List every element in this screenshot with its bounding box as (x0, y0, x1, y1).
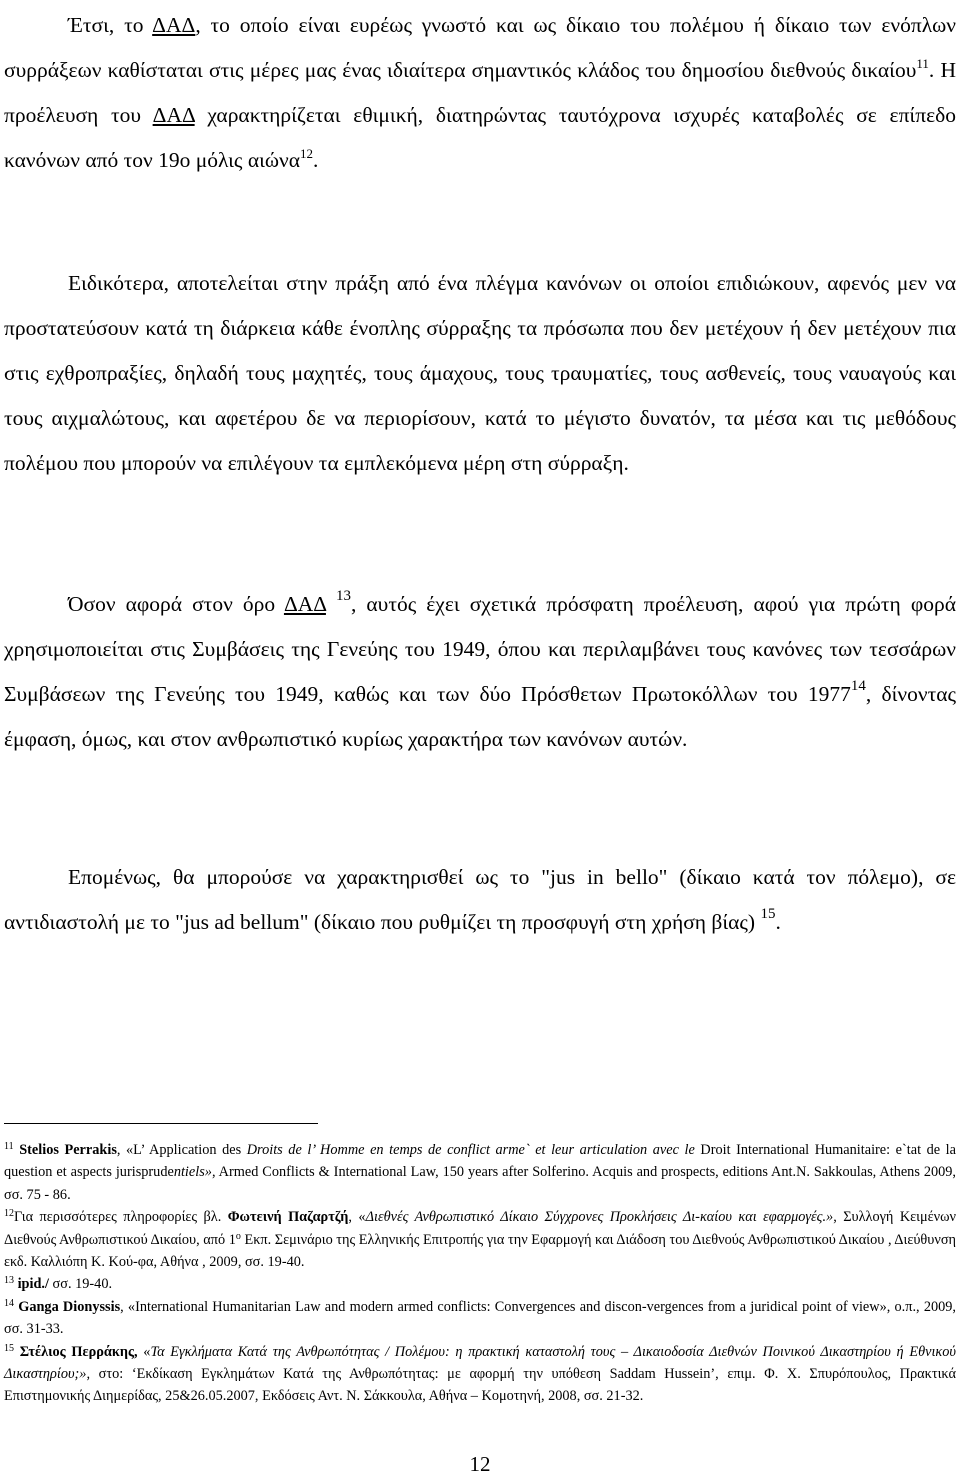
footnote-15 (4, 1341, 956, 1408)
acronym-dad: ΔΑΔ (152, 13, 196, 37)
text: Όσον αφορά στον όρο (68, 592, 284, 616)
footnote-number: 14 (4, 1297, 14, 1309)
paragraph-1 (4, 3, 956, 183)
footnote-ref-14[interactable]: 14 (850, 678, 866, 694)
ordinal-suffix: ο (235, 1230, 241, 1242)
footnote-ref-12[interactable]: 12 (300, 146, 314, 161)
footnote-author: Φωτεινή Παζαρτζή (227, 1209, 349, 1226)
text: Εκπ. Σεμινάριο της Ελληνικής Επιτροπής για την Εφαρμογή και Διάδοση του Διεθνούς Ανθρωπιστικού Δικαίου , Διεύθυνση εκδ. Καλλιόπη Κ. Κού-φα, Αθήνα , 2009, σσ. 19-40. (4, 1231, 957, 1271)
acronym-dad: ΔΑΔ (283, 592, 326, 616)
footnote-separator (4, 1123, 318, 1124)
footnote-number: 15 (4, 1342, 14, 1354)
footnote-14 (4, 1296, 956, 1341)
title-italic: ntiels» (173, 1164, 212, 1181)
footnote-13 (4, 1273, 956, 1295)
paragraph-2 (4, 261, 956, 486)
paragraph-text: Ειδικότερα, αποτελείται στην πράξη από ένα πλέγμα κανόνων οι οποίοι επιδιώκουν, αφενός μεν να προστατεύσουν κατά τη διάρκεια κάθε ένοπλης σύρραξης τα πρόσωπα που δεν μετέχουν ή δεν μετέχουν πια στις εχθροπραξίες, δηλαδή τους μαχητές, τους άμαχους, τους τραυματίες, τους ασθενείς, τους ναυαγούς και τους αιχμαλώτους, και αφετέρου δε να περιορίσουν, κατά το μέγιστο δυνατόν, τα μέσα και τις μεθόδους πολέμου που μπορούν να επιλέγουν τα εμπλεκόμενα μέρη στη σύρραξη. (4, 271, 956, 475)
footnote-number: 11 (4, 1141, 14, 1152)
ibid-reference: ipid./ (17, 1276, 49, 1293)
text: . Η προέλευση του (4, 58, 956, 127)
footnote-number: 13 (4, 1275, 14, 1287)
footnote-ref-13[interactable]: 13 (335, 588, 351, 604)
text: , «International Humanitarian Law and modern armed conflicts: Convergences and discon-vergences from a juridical point of view», ο.π., 2009, σσ. 31-33. (4, 1298, 956, 1338)
text: , Συλλογή Κειμένων Διεθνούς Ανθρωπιστικού Δικαίου, από 1 (4, 1209, 957, 1248)
text: Droit International Humanitaire: e`tat de la question et aspects jurisprude (4, 1142, 956, 1181)
title-italic: Droits de l’ Homme en temps de conflict arme` et leur articulation avec le (246, 1142, 695, 1158)
footnote-ref-11[interactable]: 11 (916, 56, 929, 71)
text: , το οποίο είναι ευρέως γνωστό και ως δίκαιο του πολέμου ή δίκαιο των ενόπλων συρράξεων καθίσταται στις μέρες μας ένας ιδιαίτερα σημαντικός κλάδος του δημοσίου διεθνούς δικαίου (4, 13, 956, 82)
text: . (775, 910, 781, 934)
text: χαρακτηρίζεται εθιμική, διατηρώντας ταυτόχρονα ισχυρές καταβολές σε επίπεδο κανόνων από τον 19ο μόλις αιώνα (4, 103, 956, 172)
text: , « (348, 1209, 366, 1226)
text: , Armed Conflicts & International Law, 150 years after Solferino. Acquis and prospects, editions Ant.N. Sakkoulas, Athens 2009, σσ. 75 - 86. (4, 1164, 956, 1203)
text: . (313, 148, 319, 172)
text: , αυτός έχει σχετικά πρόσφατη προέλευση, αφού για πρώτη φορά χρησιμοποιείται στις Συμβάσεις της Γενεύης του 1949, όπου και περιλαμβάνει τους κανόνες των τεσσάρων Συμβάσεων της Γενεύης του 1949, καθώς και των δύο Πρόσθετων Πρωτοκόλλων του 1977 (4, 592, 956, 706)
footnote-12 (4, 1206, 956, 1273)
footnote-author: Stelios Perrakis (19, 1142, 117, 1158)
text: σσ. 19-40. (48, 1276, 113, 1293)
page-number: 12 (469, 1452, 491, 1476)
text: « (137, 1343, 151, 1360)
footnotes (4, 1139, 956, 1408)
text: Έτσι, το (68, 13, 153, 37)
text: , «L’ Application des (116, 1142, 247, 1158)
text: στο: ‘Εκδίκαση Εγκλημάτων Κατά της Ανθρωπότητας: με αφορμή την υπόθεση Saddam Hussein’, επιμ. Φ. Χ. Σπυρόπουλος, Πρακτικά Επιστημονικής Διημερίδας, 25&26.05.2007, Εκδόσεις Αντ. Ν. Σάκκουλα, Αθήνα – Κομοτηνή, 2008, σσ. 21-32. (4, 1366, 956, 1405)
text: , δίνοντας έμφαση, όμως, και στον ανθρωπιστικό κυρίως χαρακτήρα των κανόνων αυτών. (4, 682, 956, 751)
footnote-11 (4, 1139, 956, 1206)
title-italic: Διεθνές Ανθρωπιστικό Δίκαιο Σύγχρονες Προκλήσεις Δι-καίου και εφαρμογές.» (365, 1209, 834, 1226)
acronym-dad: ΔΑΔ (152, 103, 195, 127)
text: Για περισσότερες πληροφορίες βλ. (14, 1209, 228, 1226)
footnote-ref-15[interactable]: 15 (760, 906, 776, 922)
footnote-number: 12 (4, 1208, 14, 1220)
paragraph-4 (4, 855, 956, 945)
paragraph-3 (4, 582, 956, 762)
text: Επομένως, θα μπορούσε να χαρακτηρισθεί ως το "jus in bello" (δίκαιο κατά τον πόλεμο), σε αντιδιαστολή με το "jus ad bellum" (δίκαιο που ρυθμίζει τη προσφυγή στη χρήση βίας) (4, 865, 956, 934)
title-italic: Τα Εγκλήματα Κατά της Ανθρωπότητας / Πολέμου: η πρακτική καταστολή τους – Δικαιοδοσία Διεθνών Ποινικού Δικαστηρίου ή Εθνικού Δικαστηρίου;», (4, 1343, 956, 1383)
footnote-author: Ganga Dionyssis (18, 1298, 121, 1315)
footnote-author: Στέλιος Περράκης, (19, 1343, 138, 1360)
